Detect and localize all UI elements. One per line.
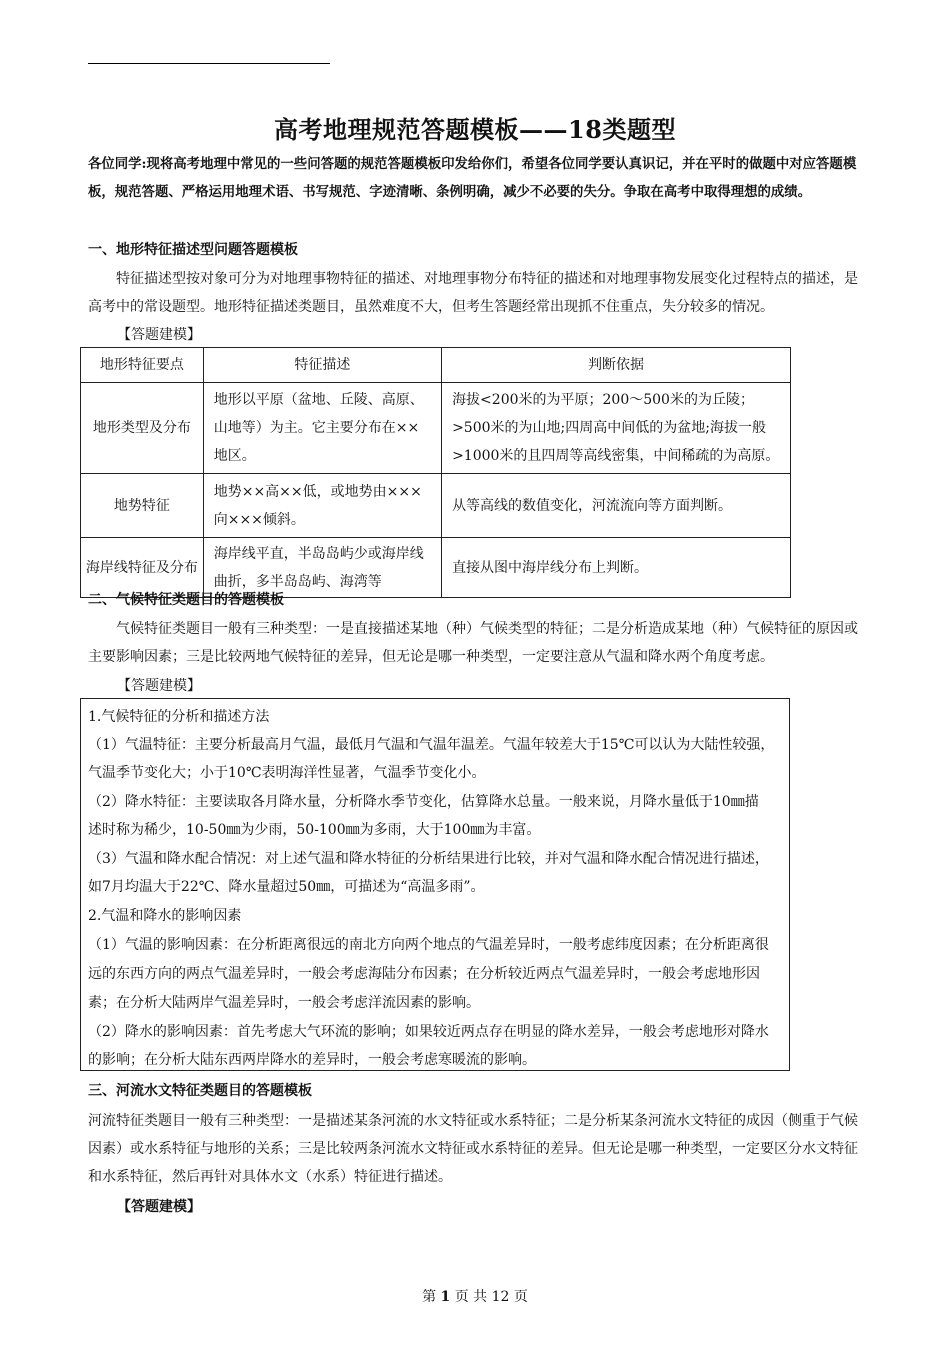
section1-paragraph: 特征描述型按对象可分为对地理事物特征的描述、对地理事物分布特征的描述和对地理事物发展变化过程特点的描述，是高考中的常设题型。地形特征描述类题目，虽然难度不大，但考生答题经常出现抓不住重点，失分较多的情况。 bbox=[88, 271, 858, 315]
table-header-cell: 特征描述 bbox=[203, 348, 441, 383]
table-row bbox=[81, 383, 791, 474]
box-line: 述时称为稀少，10-50㎜为少雨，50-100㎜为多雨，大于100㎜为丰富。 bbox=[88, 822, 541, 838]
box-line: （2）降水特征：主要读取各月降水量，分析降水季节变化，估算降水总量。一般来说，月降水量低于10㎜描 bbox=[88, 794, 759, 810]
section3-heading: 三、河流水文特征类题目的答题模板 bbox=[88, 1083, 312, 1099]
table-cell-desc: 海岸线平直，半岛岛屿少或海岸线曲折，多半岛岛屿、海湾等 bbox=[203, 538, 441, 598]
table-cell-point: 地形类型及分布 bbox=[81, 383, 204, 474]
header-rule bbox=[88, 63, 330, 64]
section2-model-label: 【答题建模】 bbox=[117, 678, 201, 694]
box-line: 的影响；在分析大陆东西两岸降水的差异时，一般会考虑寒暖流的影响。 bbox=[88, 1052, 536, 1068]
box-line: 气温季节变化大；小于10℃表明海洋性显著，气温季节变化小。 bbox=[88, 765, 486, 781]
table-cell-point: 海岸线特征及分布 bbox=[81, 538, 204, 598]
box-line: 2.气温和降水的影响因素 bbox=[88, 908, 242, 924]
box-line: （2）降水的影响因素：首先考虑大气环流的影响；如果较近两点存在明显的降水差异，一般会考虑地形对降水 bbox=[88, 1024, 769, 1040]
total-page-count: 12 bbox=[491, 1289, 510, 1305]
table-cell-desc: 地势××高××低，或地势由×××向×××倾斜。 bbox=[203, 474, 441, 538]
section1-model-label: 【答题建模】 bbox=[117, 327, 201, 343]
table-cell-desc: 地形以平原（盆地、丘陵、高原、山地等）为主。它主要分布在××地区。 bbox=[203, 383, 441, 474]
box-line: （1）气温特征：主要分析最高月气温，最低月气温和气温年温差。气温年较差大于15℃可以认为大陆性较强， bbox=[88, 737, 775, 753]
intro-paragraph: 各位同学:现将高考地理中常见的一些问答题的规范答题模板印发给你们，希望各位同学要认真识记，并在平时的做题中对应答题模板，规范答题、严格运用地理术语、书写规范、字迹清晰、条例明确，减少不必要的失分。争取在高考中取得理想的成绩。 bbox=[88, 156, 857, 200]
section2-paragraph: 气候特征类题目一般有三种类型：一是直接描述某地（种）气候类型的特征；二是分析造成某地（种）气候特征的原因或主要影响因素；三是比较两地气候特征的差异，但无论是哪一种类型，一定要注意从气温和降水两个角度考虑。 bbox=[88, 621, 858, 665]
box-line: 素；在分析大陆两岸气温差异时，一般会考虑洋流因素的影响。 bbox=[88, 995, 480, 1011]
terrain-feature-table bbox=[80, 347, 791, 598]
page-footer bbox=[0, 1287, 950, 1307]
box-line: （3）气温和降水配合情况：对上述气温和降水特征的分析结果进行比较，并对气温和降水配合情况进行描述， bbox=[88, 851, 769, 867]
footer-prefix: 第 bbox=[422, 1289, 437, 1305]
box-line: 如7月均温大于22℃、降水量超过50㎜，可描述为“高温多雨”。 bbox=[88, 879, 485, 895]
document-title: 高考地理规范答题模板——18类题型 bbox=[274, 115, 676, 144]
section3-model-label: 【答题建模】 bbox=[117, 1199, 201, 1215]
section1-heading: 一、地形特征描述型问题答题模板 bbox=[88, 242, 298, 258]
table-cell-basis: 从等高线的数值变化，河流流向等方面判断。 bbox=[442, 474, 791, 538]
box-line: （1）气温的影响因素：在分析距离很远的南北方向两个地点的气温差异时，一般考虑纬度因素；在分析距离很 bbox=[88, 937, 769, 953]
table-row bbox=[81, 538, 791, 598]
table-header-row bbox=[81, 348, 791, 383]
section3-paragraph: 河流特征类题目一般有三种类型：一是描述某条河流的水文特征或水系特征；二是分析某条河流水文特征的成因（侧重于气候因素）或水系特征与地形的关系；三是比较两条河流水文特征或水系特征的差异。但无论是哪一种类型，一定要区分水文特征和水系特征，然后再针对具体水文（水系）特征进行描述。 bbox=[88, 1113, 858, 1185]
section2-heading: 二、气候特征类题目的答题模板 bbox=[88, 592, 284, 608]
table-header-cell: 判断依据 bbox=[442, 348, 791, 383]
box-line: 1.气候特征的分析和描述方法 bbox=[88, 709, 270, 725]
footer-middle: 页 共 bbox=[454, 1289, 488, 1305]
table-cell-basis: 海拔<200米的为平原；200～500米的为丘陵；>500米的为山地;四周高中间低的为盆地;海拔一般>1000米的且四周等高线密集，中间稀疏的为高原。 bbox=[442, 383, 791, 474]
current-page-number: 1 bbox=[440, 1289, 451, 1305]
table-cell-point: 地势特征 bbox=[81, 474, 204, 538]
table-header-cell: 地形特征要点 bbox=[81, 348, 204, 383]
table-cell-basis: 直接从图中海岸线分布上判断。 bbox=[442, 538, 791, 598]
table-row bbox=[81, 474, 791, 538]
footer-suffix: 页 bbox=[513, 1289, 528, 1305]
box-line: 远的东西方向的两点气温差异时，一般会考虑海陆分布因素；在分析较近两点气温差异时，一般会考虑地形因 bbox=[88, 966, 760, 982]
